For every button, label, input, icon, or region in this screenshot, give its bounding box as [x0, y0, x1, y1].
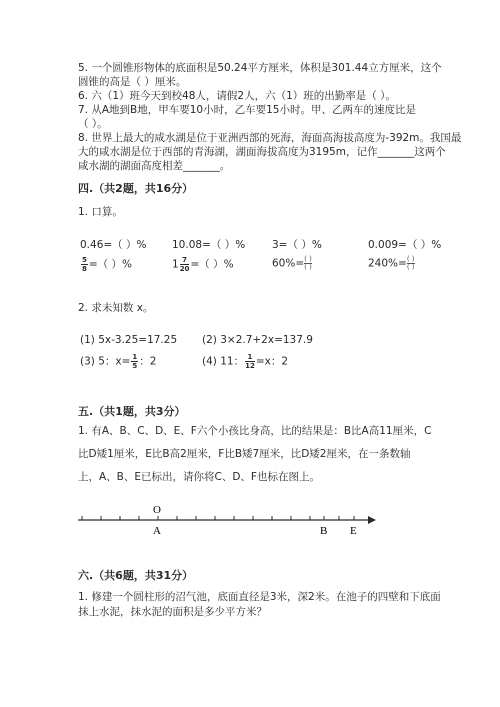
point-b-label: B	[320, 525, 328, 537]
oral-calc-r1-c1: 0.46=（ ）%	[80, 239, 147, 251]
oral-calc-r2-c3: 60%= ( ) ( )	[272, 255, 312, 271]
number-line-arrow	[368, 516, 376, 524]
fraction-1-12: $\frac{1}{12}$	[245, 353, 255, 370]
section5-title: 五.（共1题，共3分）	[78, 405, 186, 418]
fraction-5-8: $\frac{5}{8}$	[82, 256, 87, 273]
oral-calc-r2-c2: 1 $\frac{7}{20}$ =（ ）%	[172, 256, 234, 273]
blank-fraction: ( ) ( )	[304, 255, 312, 271]
equation-1: (1) 5x-3.25=17.25	[80, 334, 178, 346]
q8-line1: 8. 世界上最大的咸水湖是位于亚洲西部的死海，海面高海拔高度为-392m。我国最	[78, 132, 462, 144]
oral-calc-r2-c4: 240%= ( ) ( )	[368, 255, 415, 271]
q7-line2: （ ）。	[78, 118, 108, 130]
q8-line3: 咸水湖的湖面高度相差_______。	[78, 160, 231, 172]
section6-q1-line2: 抹上水泥，抹水泥的面积是多少平方米？	[78, 606, 267, 618]
section5-q1-line2: 比D矮1厘米，E比B高2厘米，F比B矮7厘米，比D矮2厘米，在一条数轴	[78, 448, 411, 460]
section5-q1-line1: 1. 有A、B、C、D、E、F六个小孩比身高，比的结果是：B比A高11厘米，C	[78, 425, 432, 437]
oral-calc-r1-c2: 10.08=（ ）%	[172, 239, 246, 251]
section5-q1-line3: 上，A、B、E已标出，请你将C、D、F也标在图上。	[78, 471, 320, 483]
q7-line1: 7. 从A地到B地，甲车要10小时，乙车要15小时。甲、乙两车的速度比是	[78, 104, 416, 116]
section4-title: 四.（共2题，共16分）	[78, 182, 194, 195]
blank-fraction: ( ) ( )	[406, 255, 415, 271]
point-a-label: A	[153, 525, 161, 537]
equation-2: (2) 3×2.7+2x=137.9	[202, 334, 313, 346]
point-e-label: E	[350, 525, 357, 537]
q8-line2: 大的咸水湖是位于西部的青海湖，湖面海拔高度为3195m，记作_______这两个	[78, 146, 446, 158]
oral-calc-r1-c3: 3=（ ）%	[272, 239, 322, 251]
origin-label: O	[153, 504, 161, 516]
oral-calc-r1-c4: 0.009=（ ）%	[368, 239, 442, 251]
fraction-1-5: $\frac{1}{5}$	[132, 353, 138, 370]
q6-line: 6. 六（1）班今天到校48人，请假2人，六（1）班的出勤率是（ ）。	[78, 90, 396, 102]
fraction-7-20: $\frac{7}{20}$	[179, 256, 190, 273]
section4-q2-title: 2. 求未知数 x。	[78, 302, 154, 314]
section6-q1-line1: 1. 修建一个圆柱形的沼气池，底面直径是3米，深2米。在池子的四壁和下底面	[78, 591, 441, 603]
oral-calc-r2-c1: $\frac{5}{8}$ =（ ）%	[82, 256, 132, 273]
q5-line1: 5. 一个圆锥形物体的底面积是50.24平方厘米，体积是301.44立方厘米，这个	[78, 62, 442, 74]
section6-title: 六.（共6题，共31分）	[78, 569, 194, 582]
equation-3: (3) 5：x= $\frac{1}{5}$ ：2	[80, 353, 157, 370]
q5-line2: 圆锥的高是（ ）厘米。	[78, 76, 187, 88]
section4-q1-title: 1. 口算。	[78, 206, 123, 218]
equation-4: (4) 11： $\frac{1}{12}$ =x：2	[202, 353, 289, 370]
